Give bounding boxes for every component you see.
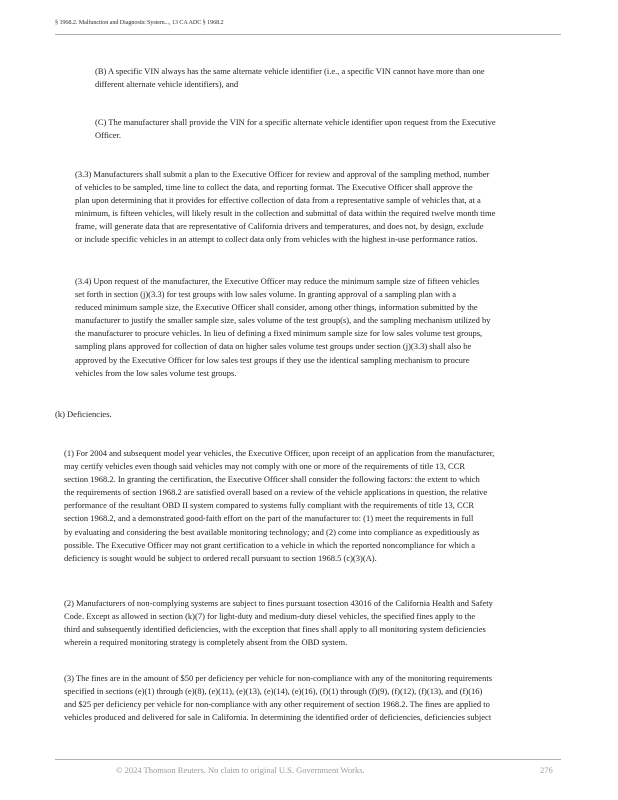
text-line: and $25 per deficiency per vehicle for non-compliance with any other requirement of section 1968.2. The fines are applied to bbox=[64, 699, 490, 710]
paragraph-3-3 bbox=[75, 168, 585, 247]
text-line: frame, will generate data that are representative of California drivers and temperatures, and does not, by design, exclude bbox=[75, 221, 484, 232]
text-line: (3) The fines are in the amount of $50 per deficiency per vehicle for non-compliance with any of the monitoring requirements bbox=[64, 673, 493, 683]
text-line: (3.4) Upon request of the manufacturer, the Executive Officer may reduce the minimum sample size of fifteen vehicles bbox=[75, 276, 480, 286]
text-line: Officer. bbox=[95, 130, 122, 141]
text-line: wherein a required monitoring strategy is completely absent from the OBD system. bbox=[64, 637, 348, 648]
paragraph-k-1 bbox=[64, 447, 569, 565]
text-line: section 1968.2. In granting the certification, the Executive Officer shall consider the following factors: the extent to which bbox=[64, 474, 480, 485]
text-line: (B) A specific VIN always has the same alternate vehicle identifier (i.e., a specific VIN cannot have more than one bbox=[95, 66, 485, 76]
text-line: minimum, is fifteen vehicles, will likely result in the collection and submittal of data within the required twelve month time bbox=[75, 208, 496, 219]
section-heading-k: (k) Deficiencies. bbox=[55, 409, 112, 419]
text-line: the requirements of section 1968.2 are satisfied overall based on a review of the vehicle applications in question, the relative bbox=[64, 487, 488, 498]
text-line: set forth in section (j)(3.3) for test groups with low sales volume. In granting approval of a sampling plan with a bbox=[75, 289, 457, 300]
text-line: reduced minimum sample size, the Executive Officer shall consider, among other things, information submitted by the bbox=[75, 302, 478, 313]
text-line: sampling plans approved for collection of data on higher sales volume test groups under section (j)(3.3) shall also be bbox=[75, 341, 472, 352]
text-line: third and subsequently identified deficiencies, with the exception that fines shall apply to all monitoring system deficiencies bbox=[64, 624, 486, 635]
text-line: by evaluating and considering the best available monitoring technology; and (2) come into compliance as expeditiously as bbox=[64, 526, 480, 537]
paragraph-b bbox=[95, 65, 565, 91]
text-line: of vehicles to be sampled, time line to collect the data, and reporting format. The Executive Officer shall approve the bbox=[75, 182, 473, 193]
copyright-footer: © 2024 Thomson Reuters. No claim to original U.S. Government Works. bbox=[116, 765, 365, 775]
text-line: or include specific vehicles in an attempt to collect data only from vehicles with the highest in-use performance ratios. bbox=[75, 234, 478, 245]
paragraph-k-3 bbox=[64, 672, 569, 724]
text-line: plan upon determining that it provides for effective collection of data from a representative sample of vehicles that, at a bbox=[75, 195, 481, 206]
text-line: vehicles from the low sales volume test groups. bbox=[75, 367, 237, 378]
header-divider bbox=[55, 34, 561, 35]
text-line: (3.3) Manufacturers shall submit a plan to the Executive Officer for review and approval of the sampling method, number bbox=[75, 169, 490, 179]
text-line: deficiency is sought would be subject to ordered recall pursuant to section 1968.5 (c)(3)(A). bbox=[64, 552, 377, 563]
text-line: manufacturer to justify the smaller sample size, sales volume of the test group(s), and the sampling mechanism utilized by bbox=[75, 315, 491, 326]
text-line: (C) The manufacturer shall provide the VIN for a specific alternate vehicle identifier upon request from the Executive bbox=[95, 117, 496, 127]
text-line: performance of the resultant OBD II system compared to systems fully compliant with the requirements of title 13, CCR bbox=[64, 500, 475, 511]
text-line: approved by the Executive Officer for low sales test groups if they use the identical sampling mechanism to procure bbox=[75, 354, 470, 365]
page-number: 276 bbox=[540, 765, 553, 775]
paragraph-c bbox=[95, 116, 565, 142]
text-line: specified in sections (e)(1) through (e)(8), (e)(11), (e)(13), (e)(14), (e)(16), (f)(1) through (f)(9), (f)(12), (f)(13), and (f)(16) bbox=[64, 686, 483, 697]
text-line: different alternate vehicle identifiers), and bbox=[95, 79, 239, 90]
text-line: vehicles produced and delivered for sale in California. In determining the identified order of deficiencies, deficiencies subject bbox=[64, 712, 492, 723]
text-line: (2) Manufacturers of non-complying systems are subject to fines pursuant tosection 43016 of the California Health and Safety bbox=[64, 598, 493, 608]
paragraph-3-4 bbox=[75, 275, 570, 380]
paragraph-k-2 bbox=[64, 597, 569, 649]
running-header: § 1968.2. Malfunction and Diagnostic System..., 13 CA ADC § 1968.2 bbox=[55, 19, 224, 26]
text-line: (1) For 2004 and subsequent model year vehicles, the Executive Officer, upon receipt of an application from the manufacturer, bbox=[64, 448, 495, 458]
text-line: section 1968.2, and a demonstrated good-faith effort on the part of the manufacturer to: (1) meet the requirements in full bbox=[64, 513, 474, 524]
footer-divider bbox=[55, 759, 561, 760]
text-line: possible. The Executive Officer may not grant certification to a vehicle in which the reported noncompliance for which a bbox=[64, 539, 476, 550]
text-line: Code. Except as allowed in section (k)(7) for light-duty and medium-duty diesel vehicles, the specified fines apply to the bbox=[64, 611, 476, 622]
text-line: the manufacturer to procure vehicles. In lieu of defining a fixed minimum sample size for low sales volume test groups, bbox=[75, 328, 483, 339]
text-line: may certify vehicles even though said vehicles may not comply with one or more of the requirements of title 13, CCR bbox=[64, 461, 466, 472]
